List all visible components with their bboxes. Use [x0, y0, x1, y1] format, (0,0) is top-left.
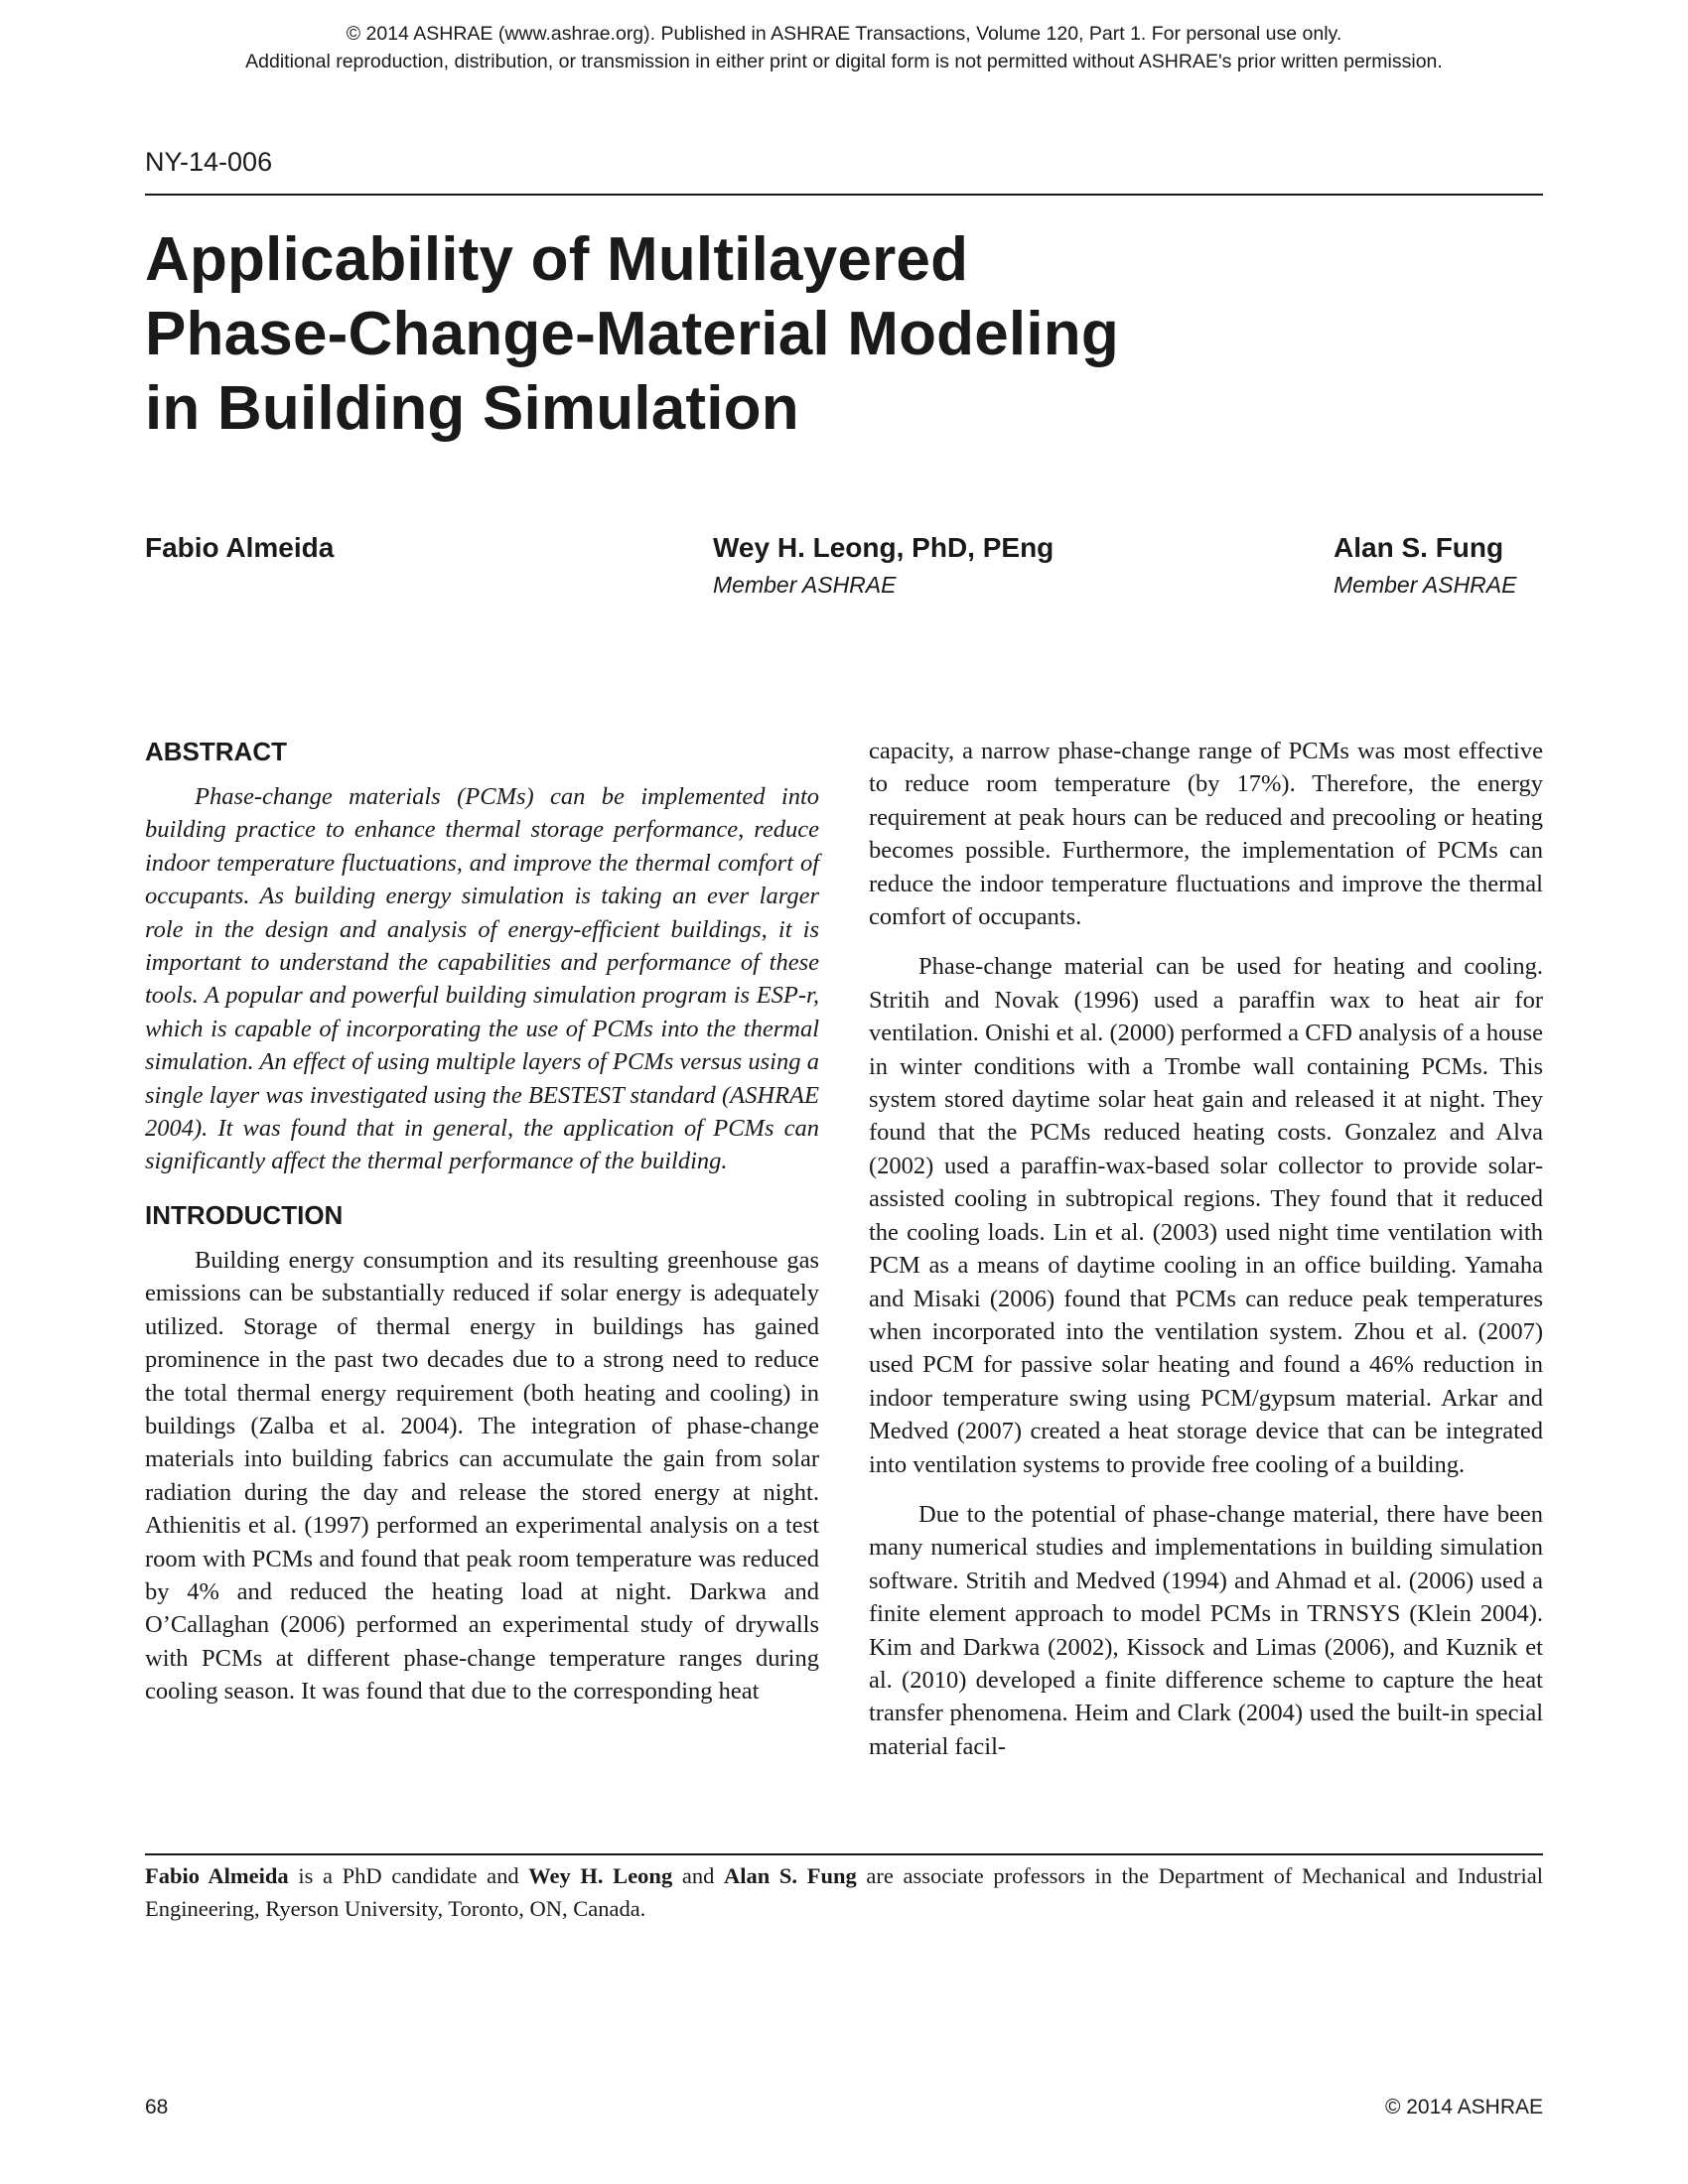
intro-paragraph-3: Due to the potential of phase-change material, there have been many numerical studies and implementations in building simulation software. Stritih and Medved (1994) and Ahmad et al. (2006) used a finite element approach to model PCMs in TRNSYS (Klein 2004). Kim and Darkwa (2002), Kissock and Limas (2006), and Kuznik et al. (2010) developed a finite difference scheme to capture the heat transfer phenomena. Heim and Clark (2004) used the built-in special material facil-	[869, 1500, 1543, 1760]
author-name: Fabio Almeida	[145, 532, 335, 563]
author-footnote	[145, 1859, 1543, 1925]
footnote-author-1: Fabio Almeida	[145, 1863, 289, 1888]
abstract-heading: ABSTRACT	[145, 737, 287, 766]
author-affiliation: Member ASHRAE	[713, 572, 897, 598]
title-line-1: Applicability of Multilayered	[145, 225, 969, 294]
author-block	[1334, 532, 1516, 599]
author-affiliation: Member ASHRAE	[1334, 572, 1517, 598]
page-title	[145, 222, 1436, 446]
footnote-text-3: are associate professors in the Department of Mechanical and Industrial Engineering, Ryerson University, Toronto, ON, Canada.	[145, 1863, 1543, 1921]
abstract-text: Phase-change materials (PCMs) can be implemented into building practice to enhance thermal storage performance, reduce indoor temperature fluctuations, and improve the thermal comfort of occupants. As building energy simulation is taking an ever larger role in the design and analysis of energy-efficient buildings, it is important to understand the capabilities and performance of these tools. A popular and powerful building simulation program is ESP-r, which is capable of incorporating the use of PCMs into the thermal simulation. An effect of using multiple layers of PCMs versus using a single layer was investigated using the BESTEST standard (ASHRAE 2004). It was found that in general, the application of PCMs can significantly affect the thermal performance of the building.	[145, 783, 819, 1175]
title-line-3: in Building Simulation	[145, 374, 799, 443]
intro-paragraph-1-continued: capacity, a narrow phase-change range of PCMs was most effective to reduce room temperature (by 17%). Therefore, the energy requirement at peak hours can be reduced and precooling or heating becomes possible. Furthermore, the implementation of PCMs can reduce the indoor temperature fluctuations and improve the thermal comfort of occupants.	[869, 738, 1543, 931]
header-divider	[145, 194, 1543, 196]
title-line-2: Phase-Change-Material Modeling	[145, 300, 1119, 368]
author-name: Alan S. Fung	[1334, 532, 1504, 563]
right-column	[869, 735, 1543, 1763]
footnote-author-2: Wey H. Leong	[528, 1863, 673, 1888]
author-name: Wey H. Leong, PhD, PEng	[713, 532, 1055, 563]
paper-id: NY-14-006	[145, 147, 273, 177]
page-number: 68	[145, 2096, 169, 2118]
intro-paragraph-2: Phase-change material can be used for heating and cooling. Stritih and Novak (1996) used a paraffin wax to heat air for ventilation. Onishi et al. (2000) performed a CFD analysis of a house in winter conditions with a Trombe wall containing PCMs. This system stored daytime solar heat gain and released it at night. They found that the PCMs reduced heating costs. Gonzalez and Alva (2002) used a paraffin-wax-based solar collector to provide solar-assisted cooling in subtropical regions. They found that it reduced the cooling loads. Lin et al. (2003) used night time ventilation with PCM as a means of daytime cooling in an office building. Yamaha and Misaki (2006) found that PCMs can reduce peak temperatures when incorporated into the ventilation system. Zhou et al. (2007) used PCM for passive solar heating and found a 46% reduction in indoor temperature swing using PCM/gypsum material. Arkar and Medved (2007) created a heat storage device that can be integrated into ventilation systems to provide free cooling of a building.	[869, 953, 1543, 1478]
footnote-author-3: Alan S. Fung	[724, 1863, 857, 1888]
footnote-text-1: is a PhD candidate and	[288, 1863, 529, 1888]
footnote-divider	[145, 1853, 1543, 1855]
copyright-line-1: © 2014 ASHRAE (www.ashrae.org). Published in ASHRAE Transactions, Volume 120, Part 1. For personal use only.	[346, 23, 1342, 45]
author-block	[713, 532, 1054, 599]
author-block	[145, 532, 334, 564]
left-column	[145, 735, 819, 1708]
intro-paragraph-1: Building energy consumption and its resulting greenhouse gas emissions can be substantially reduced if solar energy is adequately utilized. Storage of thermal energy in buildings has gained prominence in the past two decades due to a strong need to reduce the total thermal energy requirement (both heating and cooling) in buildings (Zalba et al. 2004). The integration of phase-change materials into building fabrics can accumulate the gain from solar radiation during the day and release the stored energy at night. Athienitis et al. (1997) performed an experimental analysis on a test room with PCMs and found that peak room temperature was reduced by 4% and reduced the heating load at night. Darkwa and O’Callaghan (2006) performed an experimental study of drywalls with PCMs at different phase-change temperature ranges during cooling season. It was found that due to the corresponding heat	[145, 1246, 819, 1706]
copyright-line-2: Additional reproduction, distribution, or transmission in either print or digital form is not permitted without ASHRAE's prior written permission.	[245, 51, 1443, 72]
copyright-notice	[0, 20, 1688, 75]
introduction-heading: INTRODUCTION	[145, 1199, 344, 1230]
footer-copyright: © 2014 ASHRAE	[1384, 2096, 1543, 2118]
footnote-text-2: and	[672, 1863, 724, 1888]
